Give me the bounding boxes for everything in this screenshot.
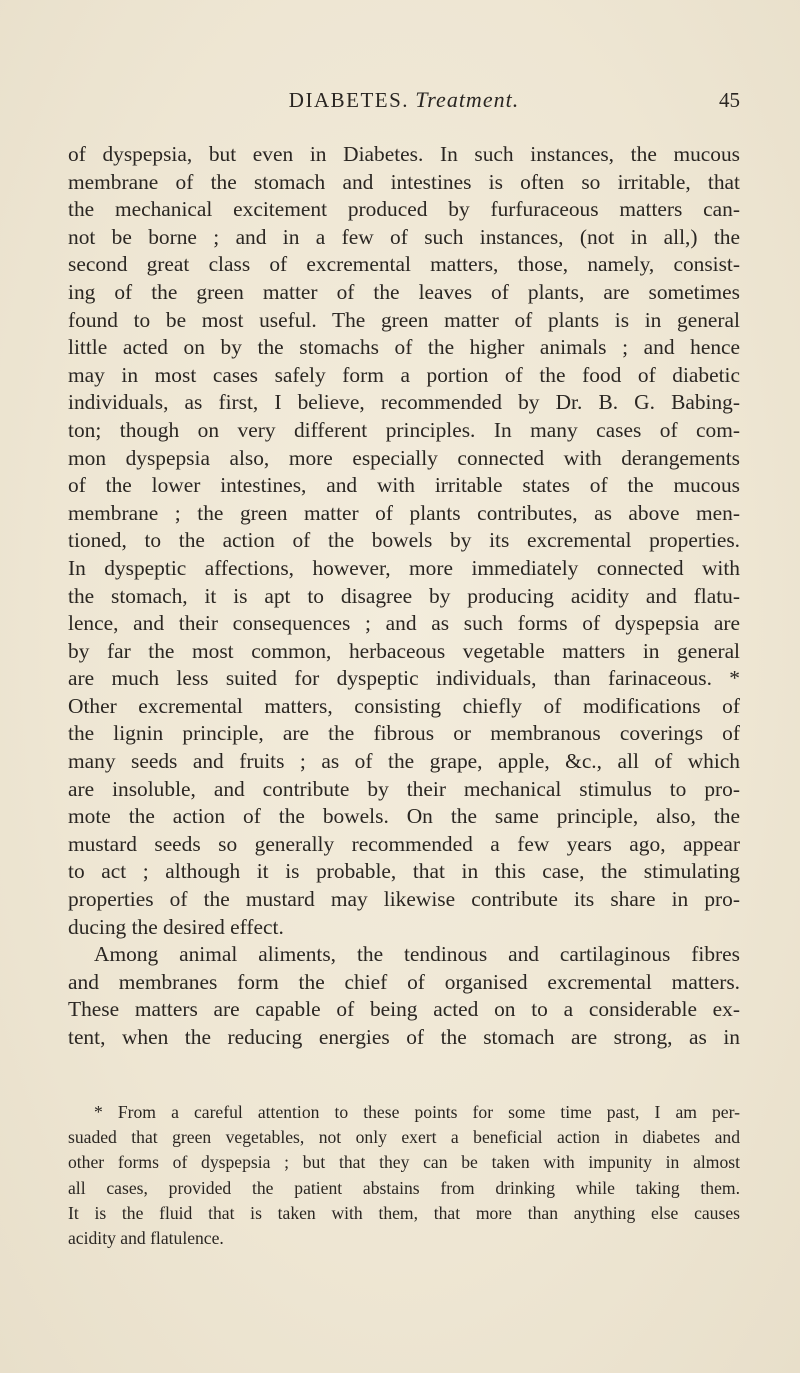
text-line: mote the action of the bowels. On the same principle, also, the (68, 804, 740, 829)
text-line: properties of the mustard may likewise contribute its share in pro- (68, 887, 740, 912)
text-line: ing of the green matter of the leaves of plants, are sometimes (68, 279, 740, 304)
text-line: many seeds and fruits ; as of the grape, apple, &c., all of which (68, 749, 740, 774)
text-line: may in most cases safely form a portion of the food of diabetic (68, 362, 740, 387)
text-line: These matters are capable of being acted on to a considerable ex- (68, 997, 740, 1022)
footnote-line: all cases, provided the patient abstains from drinking while taking them. (68, 1177, 740, 1198)
footnote-line: * From a careful attention to these points for some time past, I am per- (94, 1102, 740, 1122)
text-line: not be borne ; and in a few of such instances, (not in all,) the (68, 224, 740, 249)
footnote (68, 1100, 740, 1251)
text-line: Other excremental matters, consisting chiefly of modifications of (68, 693, 740, 718)
text-line: of dyspepsia, but even in Diabetes. In such instances, the mucous (68, 142, 740, 166)
text-line: tent, when the reducing energies of the stomach are strong, as in (68, 1025, 740, 1049)
running-title (68, 86, 740, 114)
text-line: individuals, as first, I believe, recommended by Dr. B. G. Babing- (68, 390, 740, 415)
body-text (68, 141, 740, 1052)
text-line: second great class of excremental matters, those, namely, consist- (68, 252, 740, 277)
text-line: In dyspeptic affections, however, more immediately connected with (68, 555, 740, 580)
footnote-line: other forms of dyspepsia ; but that they can be taken with impunity in almost (68, 1152, 740, 1173)
footnote-line: It is the fluid that is taken with them, that more than anything else causes (68, 1202, 740, 1223)
text-line: are insoluble, and contribute by their mechanical stimulus to pro- (68, 776, 740, 801)
running-title-book: DIABETES. (288, 88, 410, 112)
text-line: to act ; although it is probable, that in this case, the stimulating (68, 859, 740, 884)
text-line: are much less suited for dyspeptic individuals, than farinaceous. * (68, 666, 740, 691)
text-line: by far the most common, herbaceous vegetable matters in general (68, 638, 740, 663)
footnote-line: suaded that green vegetables, not only exert a beneficial action in diabetes and (68, 1127, 740, 1148)
text-line: membrane of the stomach and intestines is often so irritable, that (68, 169, 740, 194)
text-line: tioned, to the action of the bowels by its excremental properties. (68, 528, 740, 553)
page-header (68, 86, 740, 114)
text-line: the lignin principle, are the fibrous or membranous coverings of (68, 721, 740, 746)
text-line: ton; though on very different principles. In many cases of com- (68, 417, 740, 442)
text-line: little acted on by the stomachs of the higher animals ; and hence (68, 335, 740, 360)
text-line: mustard seeds so generally recommended a few years ago, appear (68, 831, 740, 856)
text-line: and membranes form the chief of organised excremental matters. (68, 969, 740, 994)
text-line: mon dyspepsia also, more especially connected with derangements (68, 445, 740, 470)
running-title-section: Treatment. (415, 87, 520, 112)
text-line: of the lower intestines, and with irritable states of the mucous (68, 473, 740, 498)
text-line: ducing the desired effect. (68, 914, 284, 939)
footnote-line: acidity and flatulence. (68, 1227, 224, 1248)
text-line: found to be most useful. The green matter of plants is in general (68, 307, 740, 332)
text-line: membrane ; the green matter of plants contributes, as above men- (68, 500, 740, 525)
text-line: Among animal aliments, the tendinous and cartilaginous fibres (94, 942, 740, 967)
text-line: the stomach, it is apt to disagree by producing acidity and flatu- (68, 583, 740, 608)
text-line: lence, and their consequences ; and as such forms of dyspepsia are (68, 611, 740, 636)
text-line: the mechanical excitement produced by furfuraceous matters can- (68, 197, 740, 222)
page-number: 45 (719, 88, 740, 112)
